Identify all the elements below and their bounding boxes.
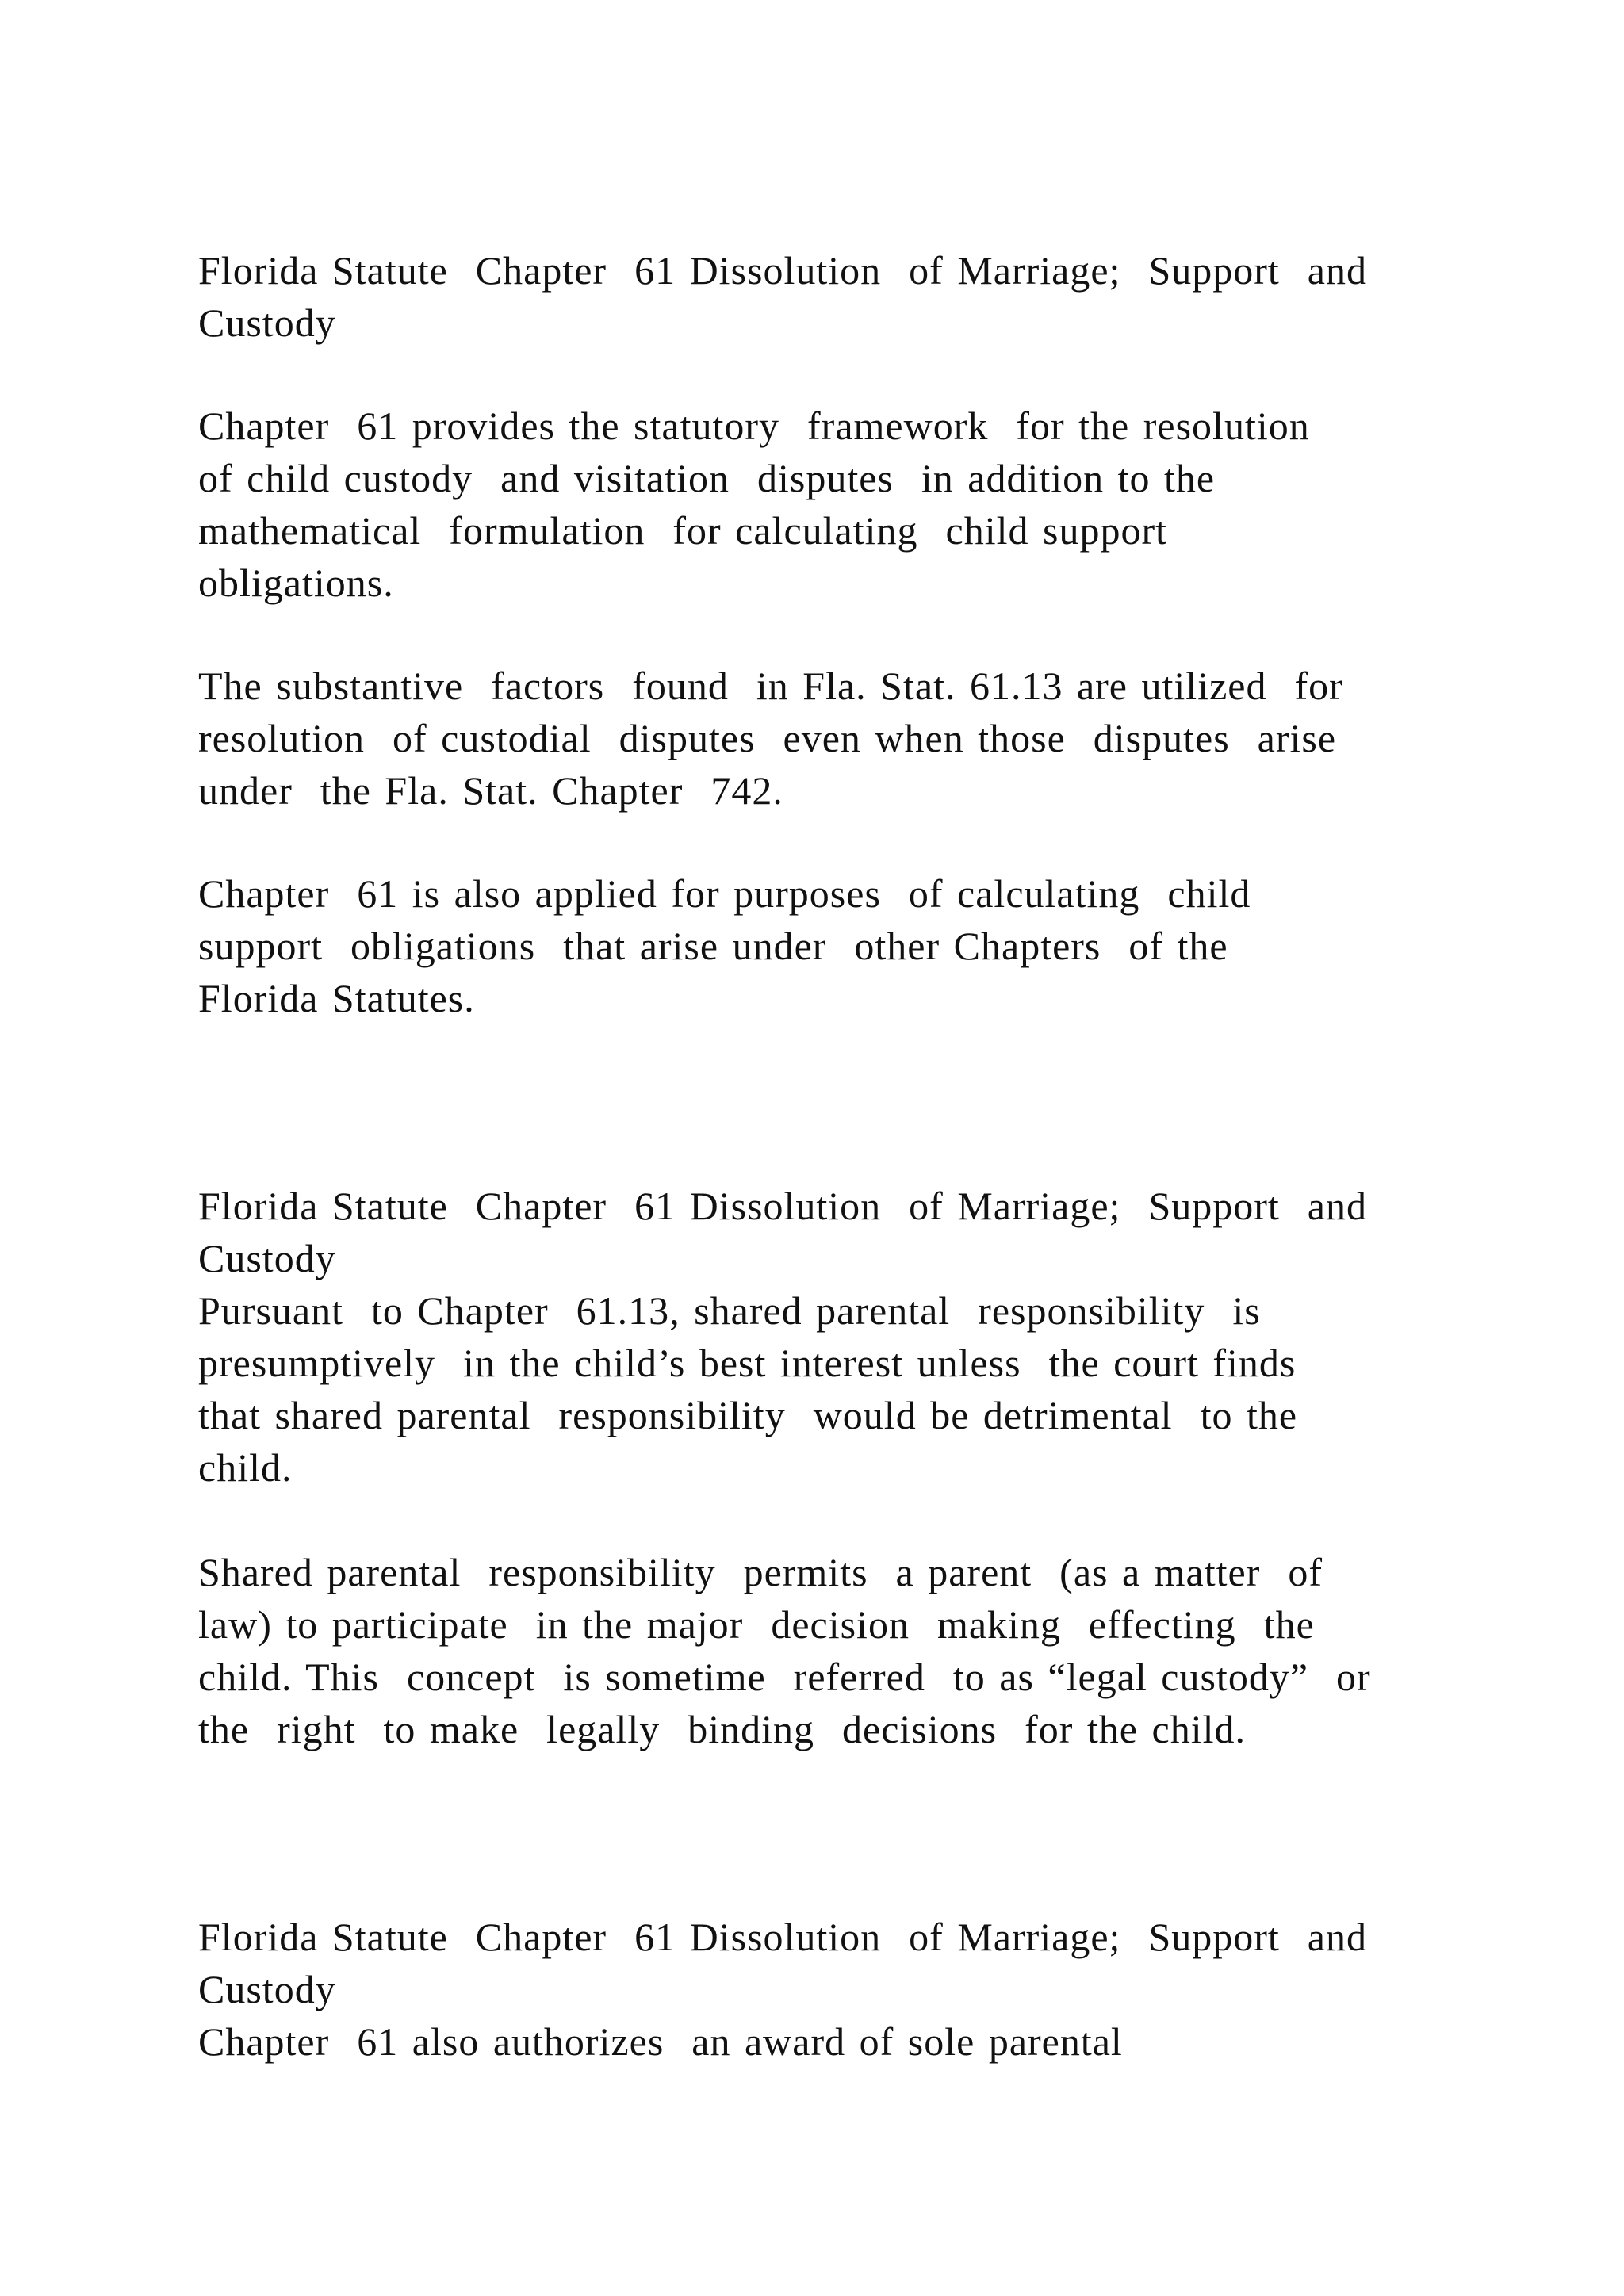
- text-line: of child custody and visitation disputes in addition to the: [198, 456, 1216, 500]
- heading-line: Florida Statute Chapter 61 Dissolution of Marriage; Support and: [198, 1184, 1367, 1228]
- heading-line: Custody: [198, 300, 336, 345]
- text-line: obligations.: [198, 561, 394, 605]
- heading-line: Custody: [198, 1967, 336, 2011]
- heading-line: Custody: [198, 1236, 336, 1280]
- text-line: under the Fla. Stat. Chapter 742.: [198, 768, 783, 813]
- section-1-heading: [198, 244, 1467, 349]
- text-line: Florida Statutes.: [198, 976, 475, 1020]
- section-2-paragraph-2: [198, 1546, 1467, 1755]
- section-1-paragraph-3: [198, 867, 1467, 1024]
- heading-line: Florida Statute Chapter 61 Dissolution of Marriage; Support and: [198, 1915, 1367, 1959]
- section-1-paragraph-1: [198, 400, 1467, 609]
- text-line: child. This concept is sometime referred to as “legal custody” or: [198, 1655, 1371, 1699]
- text-line: that shared parental responsibility would be detrimental to the: [198, 1393, 1298, 1437]
- text-line: Shared parental responsibility permits a parent (as a matter of: [198, 1550, 1323, 1594]
- text-line: support obligations that arise under other Chapters of the: [198, 924, 1228, 968]
- text-line: Chapter 61 also authorizes an award of sole parental: [198, 2019, 1123, 2064]
- text-line: law) to participate in the major decision making effecting the: [198, 1602, 1315, 1647]
- heading-line: Florida Statute Chapter 61 Dissolution of Marriage; Support and: [198, 248, 1367, 293]
- text-line: the right to make legally binding decisions for the child.: [198, 1707, 1246, 1751]
- text-line: resolution of custodial disputes even when those disputes arise: [198, 716, 1337, 760]
- text-line: presumptively in the child’s best interest unless the court finds: [198, 1341, 1297, 1385]
- text-line: child.: [198, 1445, 293, 1490]
- text-line: mathematical formulation for calculating child support: [198, 508, 1167, 553]
- text-line: Pursuant to Chapter 61.13, shared parental responsibility is: [198, 1288, 1261, 1333]
- section-2-paragraph-1: [198, 1284, 1467, 1494]
- section-1-paragraph-2: [198, 660, 1467, 817]
- text-line: The substantive factors found in Fla. Stat. 61.13 are utilized for: [198, 664, 1343, 708]
- section-3-paragraph-1: [198, 2015, 1467, 2068]
- section-3-heading: [198, 1911, 1467, 2015]
- text-line: Chapter 61 provides the statutory framework for the resolution: [198, 404, 1310, 448]
- text-line: Chapter 61 is also applied for purposes of calculating child: [198, 871, 1251, 916]
- section-2-heading: [198, 1180, 1467, 1284]
